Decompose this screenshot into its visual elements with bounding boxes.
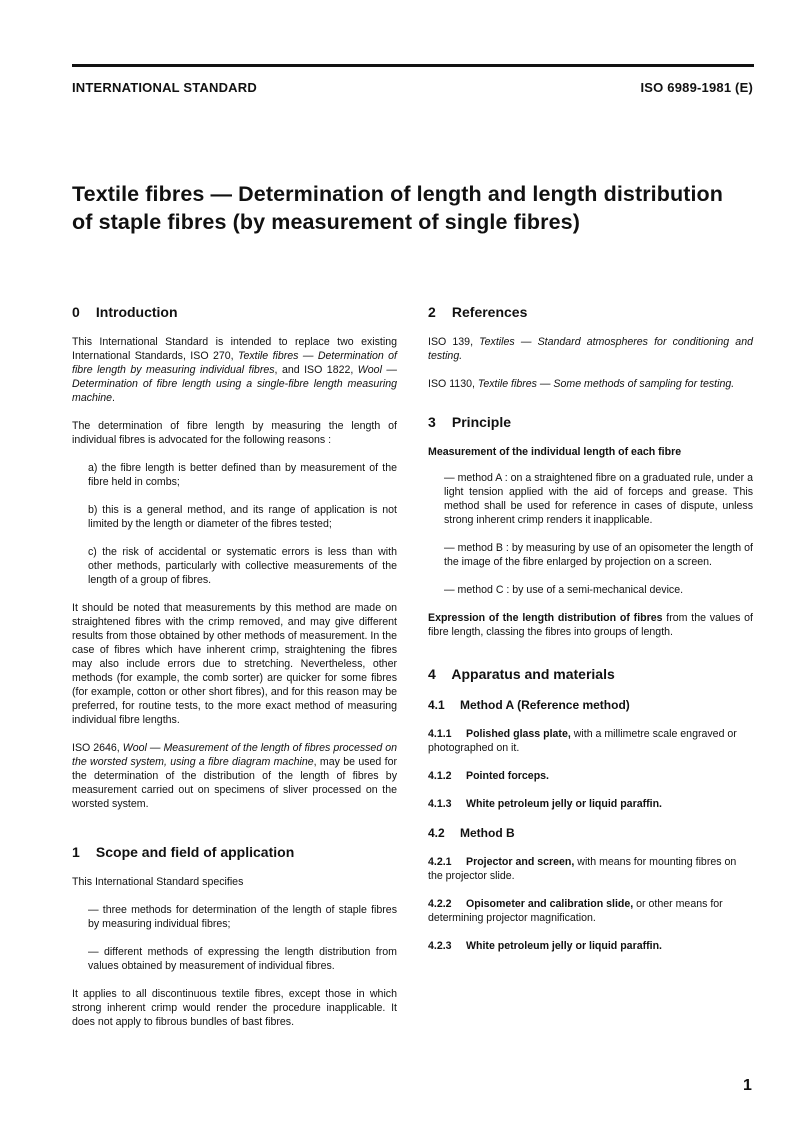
right-column bbox=[428, 303, 753, 967]
item-name: Opisometer and calibration slide, bbox=[466, 898, 634, 910]
subsection-number: 4.1 bbox=[428, 698, 445, 712]
list-item: b) this is a general method, and its range of application is not limited by the length or diameter of the fibres tested; bbox=[88, 504, 397, 530]
list-item: — method A : on a straightened fibre on a graduated rule, under a light tension applied with the aid of forceps and grease. This method shall be used for reference in cases of dispute, unless strong inherent crimp renders it inapplicable. bbox=[444, 472, 753, 526]
item-name: White petroleum jelly or liquid paraffin. bbox=[466, 798, 662, 810]
item-number: 4.1.2 bbox=[428, 770, 452, 782]
section-references-heading bbox=[428, 303, 753, 321]
section-title: References bbox=[451, 304, 528, 320]
section-title: Scope and field of application bbox=[95, 844, 295, 860]
document-type: INTERNATIONAL STANDARD bbox=[72, 80, 257, 95]
item-number: 4.2.1 bbox=[428, 856, 452, 868]
header-rule bbox=[72, 64, 754, 67]
item-text: with means for mounting fibres on the projector slide. bbox=[428, 856, 737, 882]
italic-title: Textiles — Standard atmospheres for conditioning and testing. bbox=[428, 336, 753, 362]
italic-title: Wool — Determination of fibre length using a single-fibre length measuring machine bbox=[72, 364, 397, 404]
intro-paragraph-1 bbox=[72, 335, 397, 405]
list-item: — different methods of expressing the length distribution from values obtained by measurement of individual fibres. bbox=[88, 946, 397, 972]
item-name: Projector and screen, bbox=[466, 856, 575, 868]
section-title: Introduction bbox=[95, 304, 178, 320]
text: This International Standard is intended to replace two existing International Standards, ISO 270, bbox=[72, 336, 397, 362]
item-name: White petroleum jelly or liquid paraffin. bbox=[466, 940, 662, 952]
scope-paragraph-2: It applies to all discontinuous textile fibres, except those in which strong inherent crimp would render the procedure inapplicable. It does not apply to fibrous bundles of bast fibres. bbox=[72, 988, 397, 1028]
scope-paragraph-1: This International Standard specifies bbox=[72, 876, 244, 888]
text: from the values of fibre length, classing the fibres into groups of length. bbox=[428, 612, 753, 638]
subsection-heading bbox=[428, 697, 753, 713]
subsection-number: 4.2 bbox=[428, 826, 445, 840]
subsection-title: Method A (Reference method) bbox=[460, 698, 630, 712]
subsection-heading bbox=[428, 825, 753, 841]
text: ISO 2646, bbox=[72, 742, 123, 754]
reference-2 bbox=[428, 377, 753, 391]
standard-number: ISO 6989-1981 (E) bbox=[640, 80, 753, 95]
section-introduction-heading bbox=[72, 303, 397, 321]
page-number: 1 bbox=[743, 1077, 752, 1094]
item-name: Polished glass plate, bbox=[466, 728, 571, 740]
item-number: 4.2.2 bbox=[428, 898, 452, 910]
italic-title: Textile fibres — Some methods of sampling for testing. bbox=[477, 378, 735, 390]
section-apparatus-heading bbox=[428, 665, 753, 683]
section-number: 1 bbox=[72, 844, 80, 860]
bold-text: Expression of the length distribution of fibres bbox=[428, 612, 663, 624]
text: ISO 139, bbox=[428, 336, 480, 348]
list-item: — method C : by use of a semi-mechanical device. bbox=[444, 584, 684, 596]
item-number: 4.1.1 bbox=[428, 728, 452, 740]
principle-subheading: Measurement of the individual length of each fibre bbox=[428, 446, 682, 458]
section-title: Principle bbox=[451, 414, 512, 430]
italic-title: Textile fibres — Determination of fibre length by measuring individual fibres bbox=[72, 350, 397, 376]
list-item: — three methods for determination of the length of staple fibres by measuring individual fibres; bbox=[88, 904, 397, 930]
section-number: 2 bbox=[428, 304, 436, 320]
section-number: 0 bbox=[72, 304, 80, 320]
apparatus-item bbox=[428, 855, 753, 883]
apparatus-item bbox=[428, 939, 753, 953]
item-number: 4.1.3 bbox=[428, 798, 452, 810]
reference-1 bbox=[428, 335, 753, 363]
section-number: 4 bbox=[428, 666, 436, 682]
text: , and ISO 1822, bbox=[274, 364, 358, 376]
principle-expression bbox=[428, 611, 753, 639]
section-scope-heading bbox=[72, 843, 397, 861]
subsection-title: Method B bbox=[460, 826, 515, 840]
intro-paragraph-4 bbox=[72, 741, 397, 811]
item-text: or other means for determining projector magnification. bbox=[428, 898, 723, 924]
item-number: 4.2.3 bbox=[428, 940, 452, 952]
apparatus-item bbox=[428, 727, 753, 755]
page-title: Textile fibres — Determination of length and length distribution of staple fibres (by measurement of single fibres) bbox=[72, 182, 724, 234]
item-name: Pointed forceps. bbox=[466, 770, 549, 782]
text: . bbox=[112, 392, 115, 404]
apparatus-item bbox=[428, 769, 753, 783]
section-number: 3 bbox=[428, 414, 436, 430]
list-item: a) the fibre length is better defined than by measurement of the fibre held in combs; bbox=[88, 462, 397, 488]
section-principle-heading bbox=[428, 413, 753, 431]
intro-paragraph-3: It should be noted that measurements by this method are made on straightened fibres with the crimp removed, and may give different results from those obtained by other methods of measurement. In the case of fibres which have inherent crimp, straightening the fibres may also include errors due to stretching. Nevertheless, other methods (for example, the comb sorter) are quicker for some fibres (for example, cotton or other short fibres), and for this reason may be preferred, for routine tests, to the more exact method of measuring individual fibre lengths. bbox=[72, 602, 397, 726]
apparatus-item bbox=[428, 797, 753, 811]
text: ISO 1130, bbox=[428, 378, 478, 390]
text: , may be used for the determination of the distribution of the length of fibres by measurement carried out on specimens of sliver processed on the worsted system. bbox=[72, 756, 397, 810]
section-title: Apparatus and materials bbox=[451, 666, 615, 682]
item-text: with a millimetre scale engraved or photographed on it. bbox=[428, 728, 737, 754]
intro-paragraph-2: The determination of fibre length by measuring the length of individual fibres is advocated for the following reasons : bbox=[72, 420, 397, 446]
left-column bbox=[72, 303, 397, 1043]
list-item: c) the risk of accidental or systematic errors is less than with other methods, particularly with collective measurements of the length of a group of fibres. bbox=[88, 546, 397, 586]
apparatus-item bbox=[428, 897, 753, 925]
list-item: — method B : by measuring by use of an opisometer the length of the image of the fibre enlarged by projection on a screen. bbox=[444, 542, 753, 568]
italic-title: Wool — Measurement of the length of fibres processed on the worsted system, using a fibre diagram machine bbox=[72, 742, 397, 768]
